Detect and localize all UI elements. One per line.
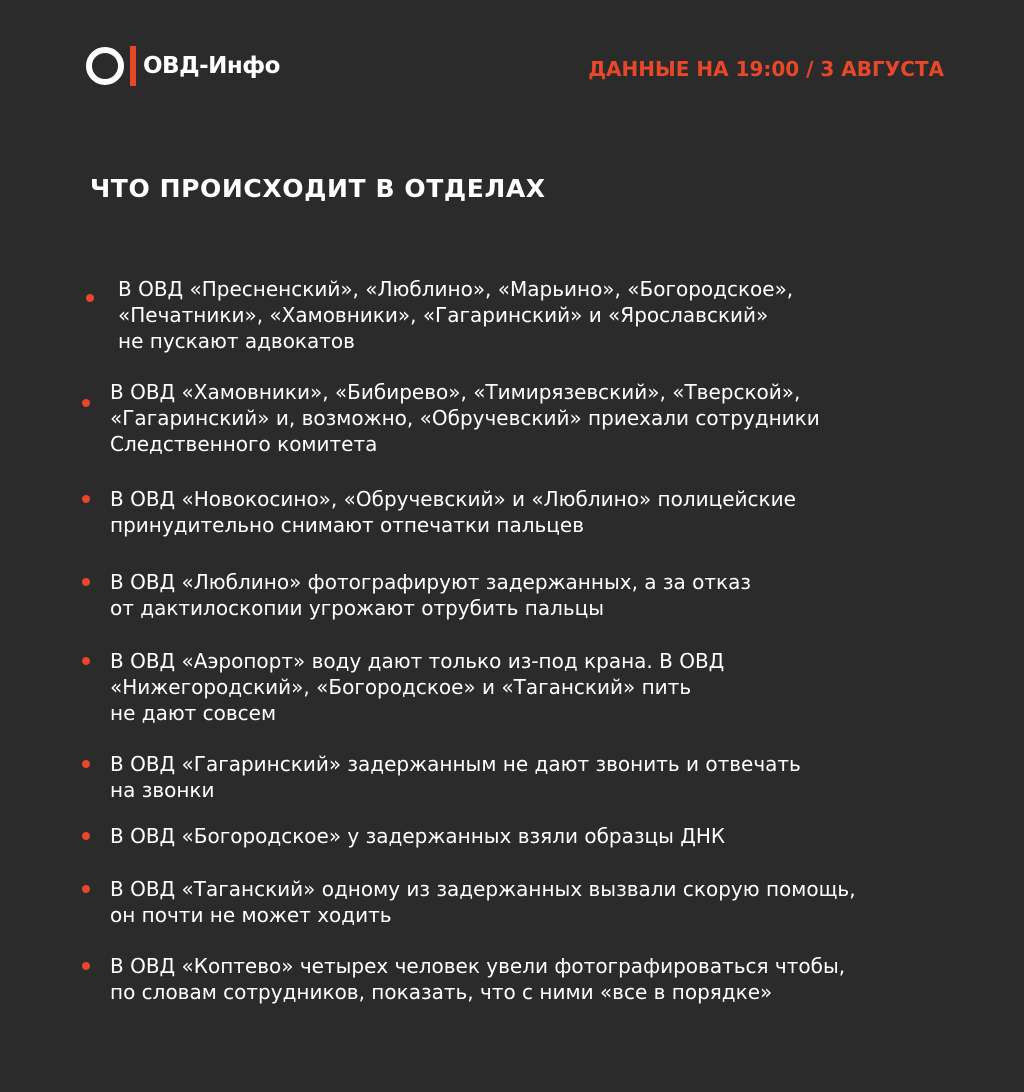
item-line: на звонки: [110, 778, 215, 802]
list-item: [110, 486, 796, 538]
list-item: [110, 953, 845, 1005]
item-line: «Гагаринский» и, возможно, «Обручевский» приехали сотрудники: [110, 406, 820, 430]
logo-text: ОВД-Инфо: [143, 53, 280, 79]
item-line: не дают совсем: [110, 701, 277, 725]
item-line: «Нижегородский», «Богородское» и «Таганский» пить: [110, 675, 692, 699]
item-line: «Печатники», «Хамовники», «Гагаринский» и «Ярославский»: [118, 303, 769, 327]
bullet-icon: [82, 760, 90, 768]
item-line: В ОВД «Богородское» у задержанных взяли образцы ДНК: [110, 824, 726, 848]
bullet-icon: [86, 294, 94, 302]
list-item: [110, 876, 856, 928]
list-item: [110, 823, 725, 849]
logo-ring-icon: [86, 47, 124, 85]
list-item: [118, 276, 793, 354]
item-line: В ОВД «Коптево» четырех человек увели фотографироваться чтобы,: [110, 954, 846, 978]
item-line: В ОВД «Люблино» фотографируют задержанных, а за отказ: [110, 570, 752, 594]
bullet-icon: [82, 657, 90, 665]
item-line: принудительно снимают отпечатки пальцев: [110, 513, 584, 537]
item-line: В ОВД «Пресненский», «Люблино», «Марьино», «Богородское»,: [118, 277, 794, 301]
item-line: не пускают адвокатов: [118, 329, 355, 353]
item-line: В ОВД «Гагаринский» задержанным не дают звонить и отвечать: [110, 752, 801, 776]
logo-bar-icon: [130, 46, 136, 86]
bullet-icon: [82, 495, 90, 503]
item-line: В ОВД «Аэропорт» воду дают только из-под крана. В ОВД: [110, 649, 725, 673]
item-line: по словам сотрудников, показать, что с ними «все в порядке»: [110, 980, 773, 1004]
bullet-icon: [82, 578, 90, 586]
list-item: [110, 648, 724, 726]
item-line: он почти не может ходить: [110, 903, 392, 927]
list-item: [110, 751, 801, 803]
ovd-info-logo: [86, 46, 280, 86]
bullet-icon: [82, 399, 90, 407]
bullet-icon: [82, 885, 90, 893]
item-line: В ОВД «Хамовники», «Бибирево», «Тимирязевский», «Тверской»,: [110, 380, 801, 404]
page-title: ЧТО ПРОИСХОДИТ В ОТДЕЛАХ: [90, 174, 546, 203]
item-line: от дактилоскопии угрожают отрубить пальцы: [110, 596, 605, 620]
bullet-icon: [82, 962, 90, 970]
item-line: В ОВД «Таганский» одному из задержанных вызвали скорую помощь,: [110, 877, 856, 901]
list-item: [110, 379, 820, 457]
item-line: Следственного комитета: [110, 432, 378, 456]
date-label: ДАННЫЕ НА 19:00 / 3 АВГУСТА: [588, 57, 944, 81]
list-item: [110, 569, 751, 621]
item-line: В ОВД «Новокосино», «Обручевский» и «Люблино» полицейские: [110, 487, 796, 511]
bullet-icon: [82, 832, 90, 840]
